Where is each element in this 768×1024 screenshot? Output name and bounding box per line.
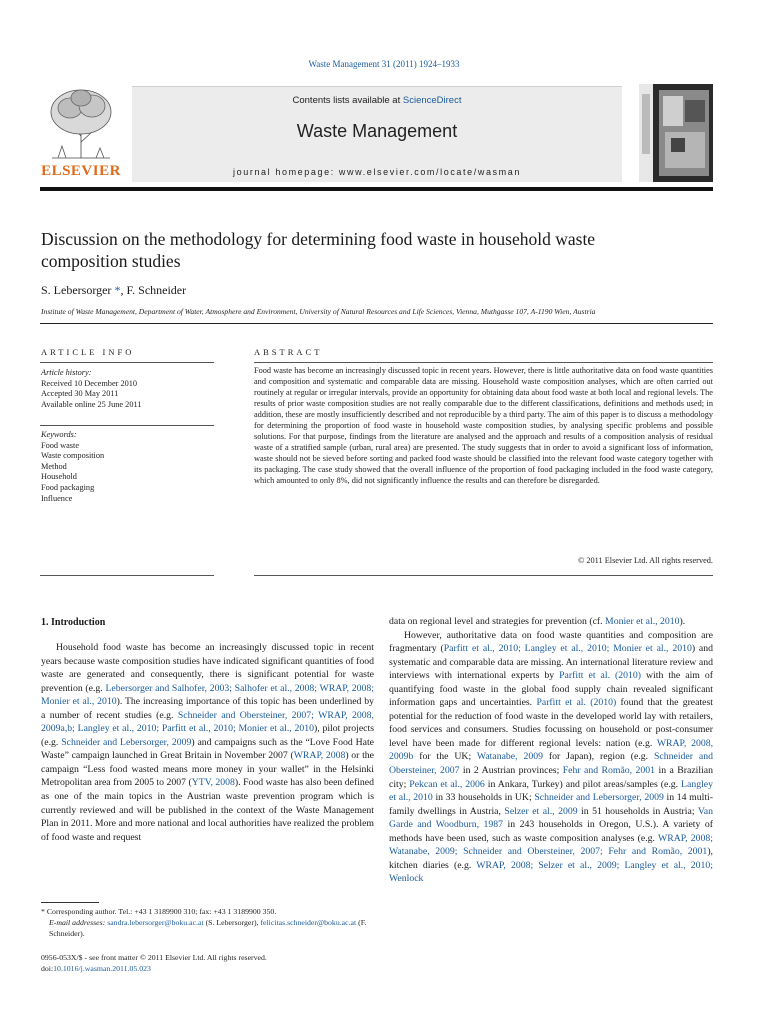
author-affiliation: Institute of Waste Management, Department of Water, Atmosphere and Environment, University of Natural Resources and Life Sciences, Vienna, Muthgasse 107, A-1190 Wien, Austria <box>41 307 596 316</box>
journal-title: Waste Management <box>296 121 458 141</box>
history-received: Received 10 December 2010 <box>41 378 138 388</box>
citation-link[interactable]: Parfitt et al., 2010; Langley et al., 2010; Monier et al., 2010 <box>443 643 692 655</box>
citation-link[interactable]: Selzer et al., 2009 <box>504 805 578 817</box>
history-online: Available online 25 June 2011 <box>41 399 142 409</box>
body-text: in 51 households in Austria; <box>577 805 698 817</box>
article-info-heading: ARTICLE INFO <box>41 347 135 357</box>
body-text: found that the greatest potential for the reduction of food waste in the developed world lay with retailers, food services and consumers. Studies focussing on household or post-consumer level have been made for different regional levels: nation (e.g. <box>389 697 714 749</box>
citation-link[interactable]: Pekcan et al., 2006 <box>409 778 485 790</box>
paragraph <box>41 641 374 844</box>
citation-link[interactable]: WRAP, 2008; Selzer et al., 2009; Langley et al., 2010; Wenlock <box>389 859 713 885</box>
article-info-rule <box>40 575 214 576</box>
author-name: F. Schneider <box>126 283 187 297</box>
section-heading-introduction: 1. Introduction <box>41 617 106 628</box>
body-text: in 243 households in Oregon, U.S.). A variety of methods have been used, such as waste composition analyses (e.g. <box>389 819 714 844</box>
corresponding-author-footnote: * Corresponding author. Tel.: +43 1 3189900 310; fax: +43 1 3189900 350. <box>41 907 277 916</box>
citation-link[interactable]: WRAP, 2008, 2009b <box>389 737 714 763</box>
citation-link[interactable]: Parfitt et al. (2010) <box>559 670 641 682</box>
doi-line <box>41 963 374 974</box>
issn-block <box>41 952 374 974</box>
citation-link[interactable]: Fehr and Romão, 2001 <box>562 765 656 777</box>
header-rule <box>40 187 713 191</box>
contents-prefix: Contents lists available at <box>292 95 403 106</box>
body-text: ) or the campaign “Less food wasted means more money in your wallet” in the Helsinki Metropolitan area from 2005 to 2007 ( <box>41 750 375 789</box>
contents-line <box>132 95 622 106</box>
sciencedirect-link[interactable]: ScienceDirect <box>402 95 462 106</box>
keyword-item: Household <box>41 472 77 482</box>
body-text: ). <box>679 616 686 627</box>
body-text: for Japan), region (e.g. <box>542 751 654 763</box>
keyword-item: Waste composition <box>41 451 105 461</box>
email-link[interactable]: felicitas.schneider@boku.ac.at <box>260 918 357 927</box>
footnotes <box>41 906 374 939</box>
title-rule <box>40 323 713 324</box>
abstract-copyright: © 2011 Elsevier Ltd. All rights reserved. <box>577 556 713 565</box>
citation-link[interactable]: Parfitt et al. (2010) <box>536 697 617 709</box>
citation-link[interactable]: Schneider and Lebersorger, 2009 <box>534 792 664 804</box>
email-owner: (S. Lebersorger), <box>203 918 261 927</box>
body-text: ), pilot projects (e.g. <box>41 723 374 748</box>
article-history <box>41 368 213 410</box>
issn-line: 0956-053X/$ - see front matter © 2011 Elsevier Ltd. All rights reserved. <box>41 953 267 962</box>
author-list <box>41 283 186 298</box>
body-text: in 14 multi-family dwellings in Austria, <box>389 792 713 817</box>
body-text: Household food waste has become an increasingly discussed topic in recent years because waste composition studies have indicated significant quantities of food waste are generated and consequently, there is significant potential for waste prevention (e.g. <box>41 642 374 694</box>
body-text: However, authoritative data on food waste quantities and composition are fragmentary ( <box>389 629 713 655</box>
body-text: ). Food waste has also been defined as one of the main topics in the Austrian waste prevention program which is currently reviewed and will be published in the context of the Waste Management Plan in 2011. More and more national and local authorities have realized the problem of food waste and request <box>41 777 375 843</box>
citation-link[interactable]: Schneider and Obersteiner, 2007; WRAP, 2008, 2009a,b; Langley et al., 2010; Parfitt et al., 2010; Monier et al., 2010 <box>41 709 374 735</box>
body-text: ). The increasing importance of this topic has been underlined by a number of recent studies (e.g. <box>41 696 374 721</box>
keyword-item: Food packaging <box>41 482 95 492</box>
body-text: for the UK; <box>413 751 477 763</box>
doi-link[interactable]: 10.1016/j.wasman.2011.05.023 <box>53 964 151 973</box>
citation-link[interactable]: YTV, 2008 <box>191 777 235 789</box>
paragraph <box>389 629 713 886</box>
abstract-rule <box>254 575 713 576</box>
author-name: S. Lebersorger <box>41 283 112 297</box>
body-text: in 33 households in UK; <box>432 792 535 804</box>
citation-link[interactable]: Lebersorger and Salhofer, 2003; Salhofer et al., 2008; WRAP, 2008; Monier et al., 2010 <box>41 682 374 708</box>
citation-link[interactable]: Schneider and Obersteiner, 2007 <box>389 751 713 777</box>
body-text: in 2 Austrian provinces; <box>459 765 563 777</box>
tree-logo-icon <box>40 84 122 160</box>
body-text: ), kitchen diaries (e.g. <box>389 846 713 871</box>
citation-link[interactable]: WRAP, 2008; Watanabe, 2009; Schneider and Obersteiner, 2007; Fehr and Romão, 2001 <box>389 832 713 858</box>
body-column-left <box>41 641 374 844</box>
keywords <box>41 430 213 504</box>
citation-link[interactable]: Van Garde and Woodburn, 1987 <box>389 805 713 831</box>
article-info-rule <box>40 425 214 426</box>
body-text: in Ankara, Turkey) and pilot areas/samples (e.g. <box>484 778 682 790</box>
elsevier-logo <box>40 84 122 180</box>
body-text: data on regional level and strategies for prevention (cf. <box>389 616 606 627</box>
journal-reference[interactable]: Waste Management 31 (2011) 1924–1933 <box>308 59 460 69</box>
keyword-item: Influence <box>41 493 73 503</box>
elsevier-wordmark: ELSEVIER <box>41 163 121 179</box>
doi-prefix: doi: <box>41 964 54 973</box>
email-owner: (F. Schneider). <box>49 918 367 938</box>
paragraph <box>389 615 713 629</box>
cover-art-icon <box>639 84 713 182</box>
journal-cover-thumbnail <box>639 84 713 182</box>
body-text: ) and systematic and comparable data are missing. An international literature review and interviews with international experts by <box>389 643 713 682</box>
citation-link[interactable]: Monier et al., 2010 <box>605 616 680 627</box>
keyword-item: Method <box>41 461 67 471</box>
body-text: ) and campaigns such as the “Love Food Hate Waste” campaign launched in Great Britain in November 2007 ( <box>41 736 374 762</box>
article-info-rule <box>40 362 214 363</box>
keyword-item: Food waste <box>41 440 80 450</box>
history-accepted: Accepted 30 May 2011 <box>41 389 119 399</box>
journal-homepage[interactable]: journal homepage: www.elsevier.com/locate/wasman <box>233 167 521 177</box>
email-footnote <box>41 917 374 939</box>
abstract-heading: ABSTRACT <box>254 347 323 357</box>
article-title: Discussion on the methodology for determining food waste in household waste composition studies <box>41 229 596 271</box>
footnote-rule <box>41 902 99 903</box>
corresponding-author-mark[interactable]: * <box>114 283 121 297</box>
author-separator: , <box>120 283 127 297</box>
history-label: Article history: <box>41 368 92 377</box>
citation-link[interactable]: Schneider and Lebersorger, 2009 <box>61 736 192 748</box>
citation-link[interactable]: WRAP, 2008 <box>293 750 346 762</box>
body-text: with the aim of quantifying food waste in the global food supply chain revealed significant information gaps and uncertainties. <box>389 670 713 709</box>
abstract-text: Food waste has become an increasingly discussed topic in recent years. However, there is little authoritative data on food waste quantities and composition and systematic and comparable data are missing. Household waste composition analyses, which are often carried out routinely at regular or irregular intervals, provide an opportunity for obtaining data about food waste at both local and regional levels. The results of prior waste composition studies are not really comparable due to the different classifications, definitions and methods used; in addition, these are mostly insufficiently described and not reproducible by a third party. The aim of this paper is to discuss a methodology for determining the proportion of food waste in household waste composition studies, by analysing specific problems and possible solutions. For that purpose, findings from the literature are analysed and the approach and results of a composition analysis of residual waste of a stratified sample (urban, rural area) are presented. The study suggests that in order to avoid a significant loss of information, waste should not be sieved before sorting and packed food waste should be classified into the relevant food waste category together with its packaging. The case study showed that the overall influence of the proportion of food packaging included in the food waste category, which amounted to only 8%, did not significantly influence the results and can therefore be disregarded. <box>254 366 713 485</box>
body-column-right <box>389 615 713 886</box>
citation-link[interactable]: Langley et al., 2010 <box>389 778 713 804</box>
email-link[interactable]: sandra.lebersorger@boku.ac.at <box>107 918 204 927</box>
journal-masthead <box>132 86 622 182</box>
body-text: in a Brazilian city; <box>389 765 713 790</box>
citation-link[interactable]: Watanabe, 2009 <box>476 751 543 763</box>
abstract-rule <box>254 362 713 363</box>
keywords-label: Keywords: <box>41 430 77 439</box>
email-label: E-mail addresses: <box>49 918 106 927</box>
